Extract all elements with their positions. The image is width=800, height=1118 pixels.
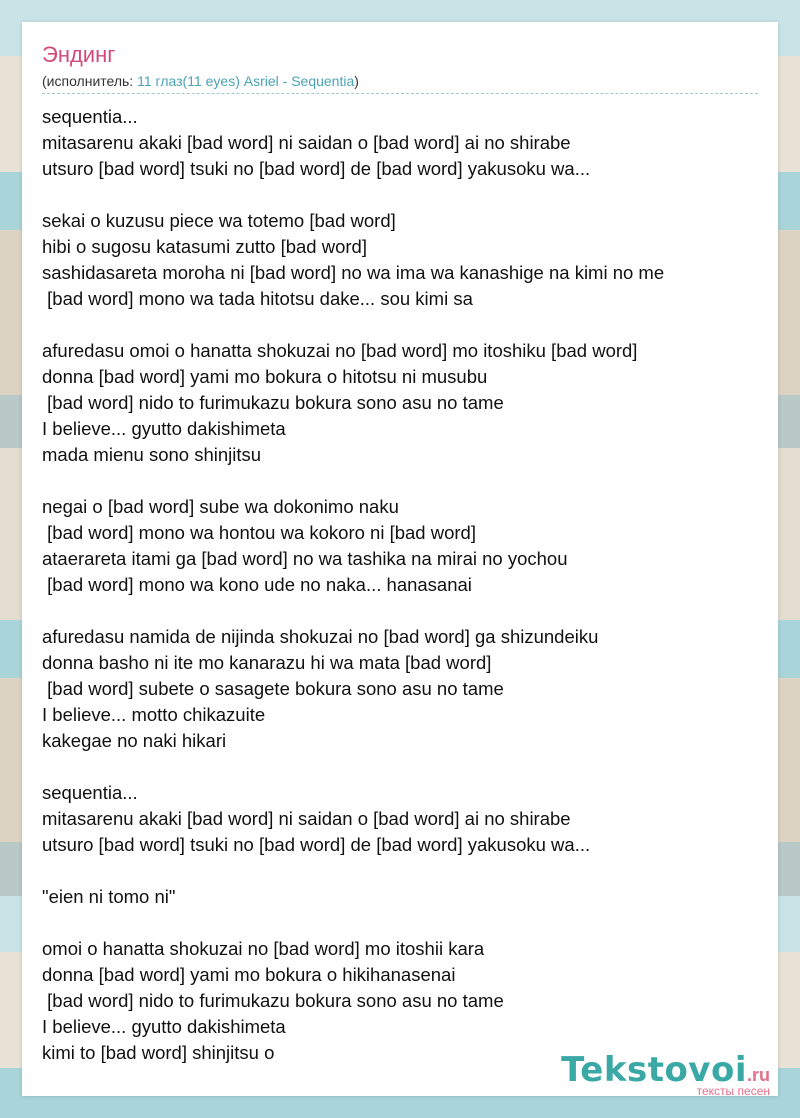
- lyric-line: [bad word] subete o sasagete bokura sono asu no tame: [42, 678, 504, 699]
- lyric-line: [42, 312, 758, 338]
- lyric-line: afuredasu omoi o hanatta shokuzai no [bad word] mo itoshiku [bad word]: [42, 340, 638, 361]
- lyric-line: ataerareta itami ga [bad word] no wa tashika na mirai no yochou: [42, 548, 568, 569]
- artist-link[interactable]: 11 глаз(11 eyes) Asriel - Sequentia: [137, 73, 355, 89]
- lyric-line: [42, 910, 758, 936]
- lyric-line: mitasarenu akaki [bad word] ni saidan o [bad word] ai no shirabe: [42, 132, 571, 153]
- lyric-line: donna [bad word] yami mo bokura o hikihanasenai: [42, 964, 456, 985]
- lyric-line: [42, 468, 758, 494]
- lyric-line: kakegae no naki hikari: [42, 730, 227, 751]
- logo-tld: .ru: [746, 1065, 770, 1085]
- lyric-line: hibi o sugosu katasumi zutto [bad word]: [42, 236, 367, 257]
- lyric-line: [bad word] mono wa tada hitotsu dake... sou kimi sa: [42, 288, 473, 309]
- lyric-line: sequentia...: [42, 782, 138, 803]
- lyric-line: I believe... gyutto dakishimeta: [42, 1016, 286, 1037]
- song-title: Эндинг: [42, 42, 116, 67]
- lyrics-card: [22, 22, 778, 1096]
- lyric-line: utsuro [bad word] tsuki no [bad word] de [bad word] yakusoku wa...: [42, 834, 591, 855]
- lyric-line: [42, 858, 758, 884]
- lyric-line: I believe... motto chikazuite: [42, 704, 266, 725]
- lyric-line: [bad word] nido to furimukazu bokura sono asu no tame: [42, 990, 504, 1011]
- lyric-line: utsuro [bad word] tsuki no [bad word] de [bad word] yakusoku wa...: [42, 158, 591, 179]
- lyric-line: afuredasu namida de nijinda shokuzai no [bad word] ga shizundeiku: [42, 626, 599, 647]
- lyric-line: [42, 182, 758, 208]
- lyric-line: donna basho ni ite mo kanarazu hi wa mata [bad word]: [42, 652, 492, 673]
- lyric-line: sashidasareta moroha ni [bad word] no wa ima wa kanashige na kimi no me: [42, 262, 665, 283]
- lyric-line: sekai o kuzusu piece wa totemo [bad word]: [42, 210, 396, 231]
- lyric-line: [42, 754, 758, 780]
- lyric-line: [bad word] mono wa kono ude no naka... hanasanai: [42, 574, 472, 595]
- header-divider: [42, 93, 758, 94]
- lyric-line: sequentia...: [42, 106, 138, 127]
- meta-prefix: (исполнитель:: [42, 73, 138, 89]
- lyric-line: kimi to [bad word] shinjitsu o: [42, 1042, 275, 1063]
- lyric-line: negai o [bad word] sube wa dokonimo naku: [42, 496, 399, 517]
- lyrics-text: [42, 104, 758, 1066]
- lyric-line: omoi o hanatta shokuzai no [bad word] mo itoshii kara: [42, 938, 485, 959]
- site-logo[interactable]: [561, 1050, 770, 1098]
- lyric-line: donna [bad word] yami mo bokura o hitotsu ni musubu: [42, 366, 488, 387]
- lyric-line: mitasarenu akaki [bad word] ni saidan o [bad word] ai no shirabe: [42, 808, 571, 829]
- lyric-line: [bad word] nido to furimukazu bokura sono asu no tame: [42, 392, 504, 413]
- lyric-line: [bad word] mono wa hontou wa kokoro ni [bad word]: [42, 522, 476, 543]
- meta-suffix: ): [354, 73, 359, 89]
- logo-tagline: тексты песен: [696, 1084, 770, 1098]
- logo-name: Tekstovoi: [561, 1050, 747, 1090]
- lyric-line: I believe... gyutto dakishimeta: [42, 418, 286, 439]
- lyric-line: "eien ni tomo ni": [42, 886, 176, 907]
- song-meta: [42, 73, 359, 89]
- lyric-line: [42, 598, 758, 624]
- lyric-line: mada mienu sono shinjitsu: [42, 444, 262, 465]
